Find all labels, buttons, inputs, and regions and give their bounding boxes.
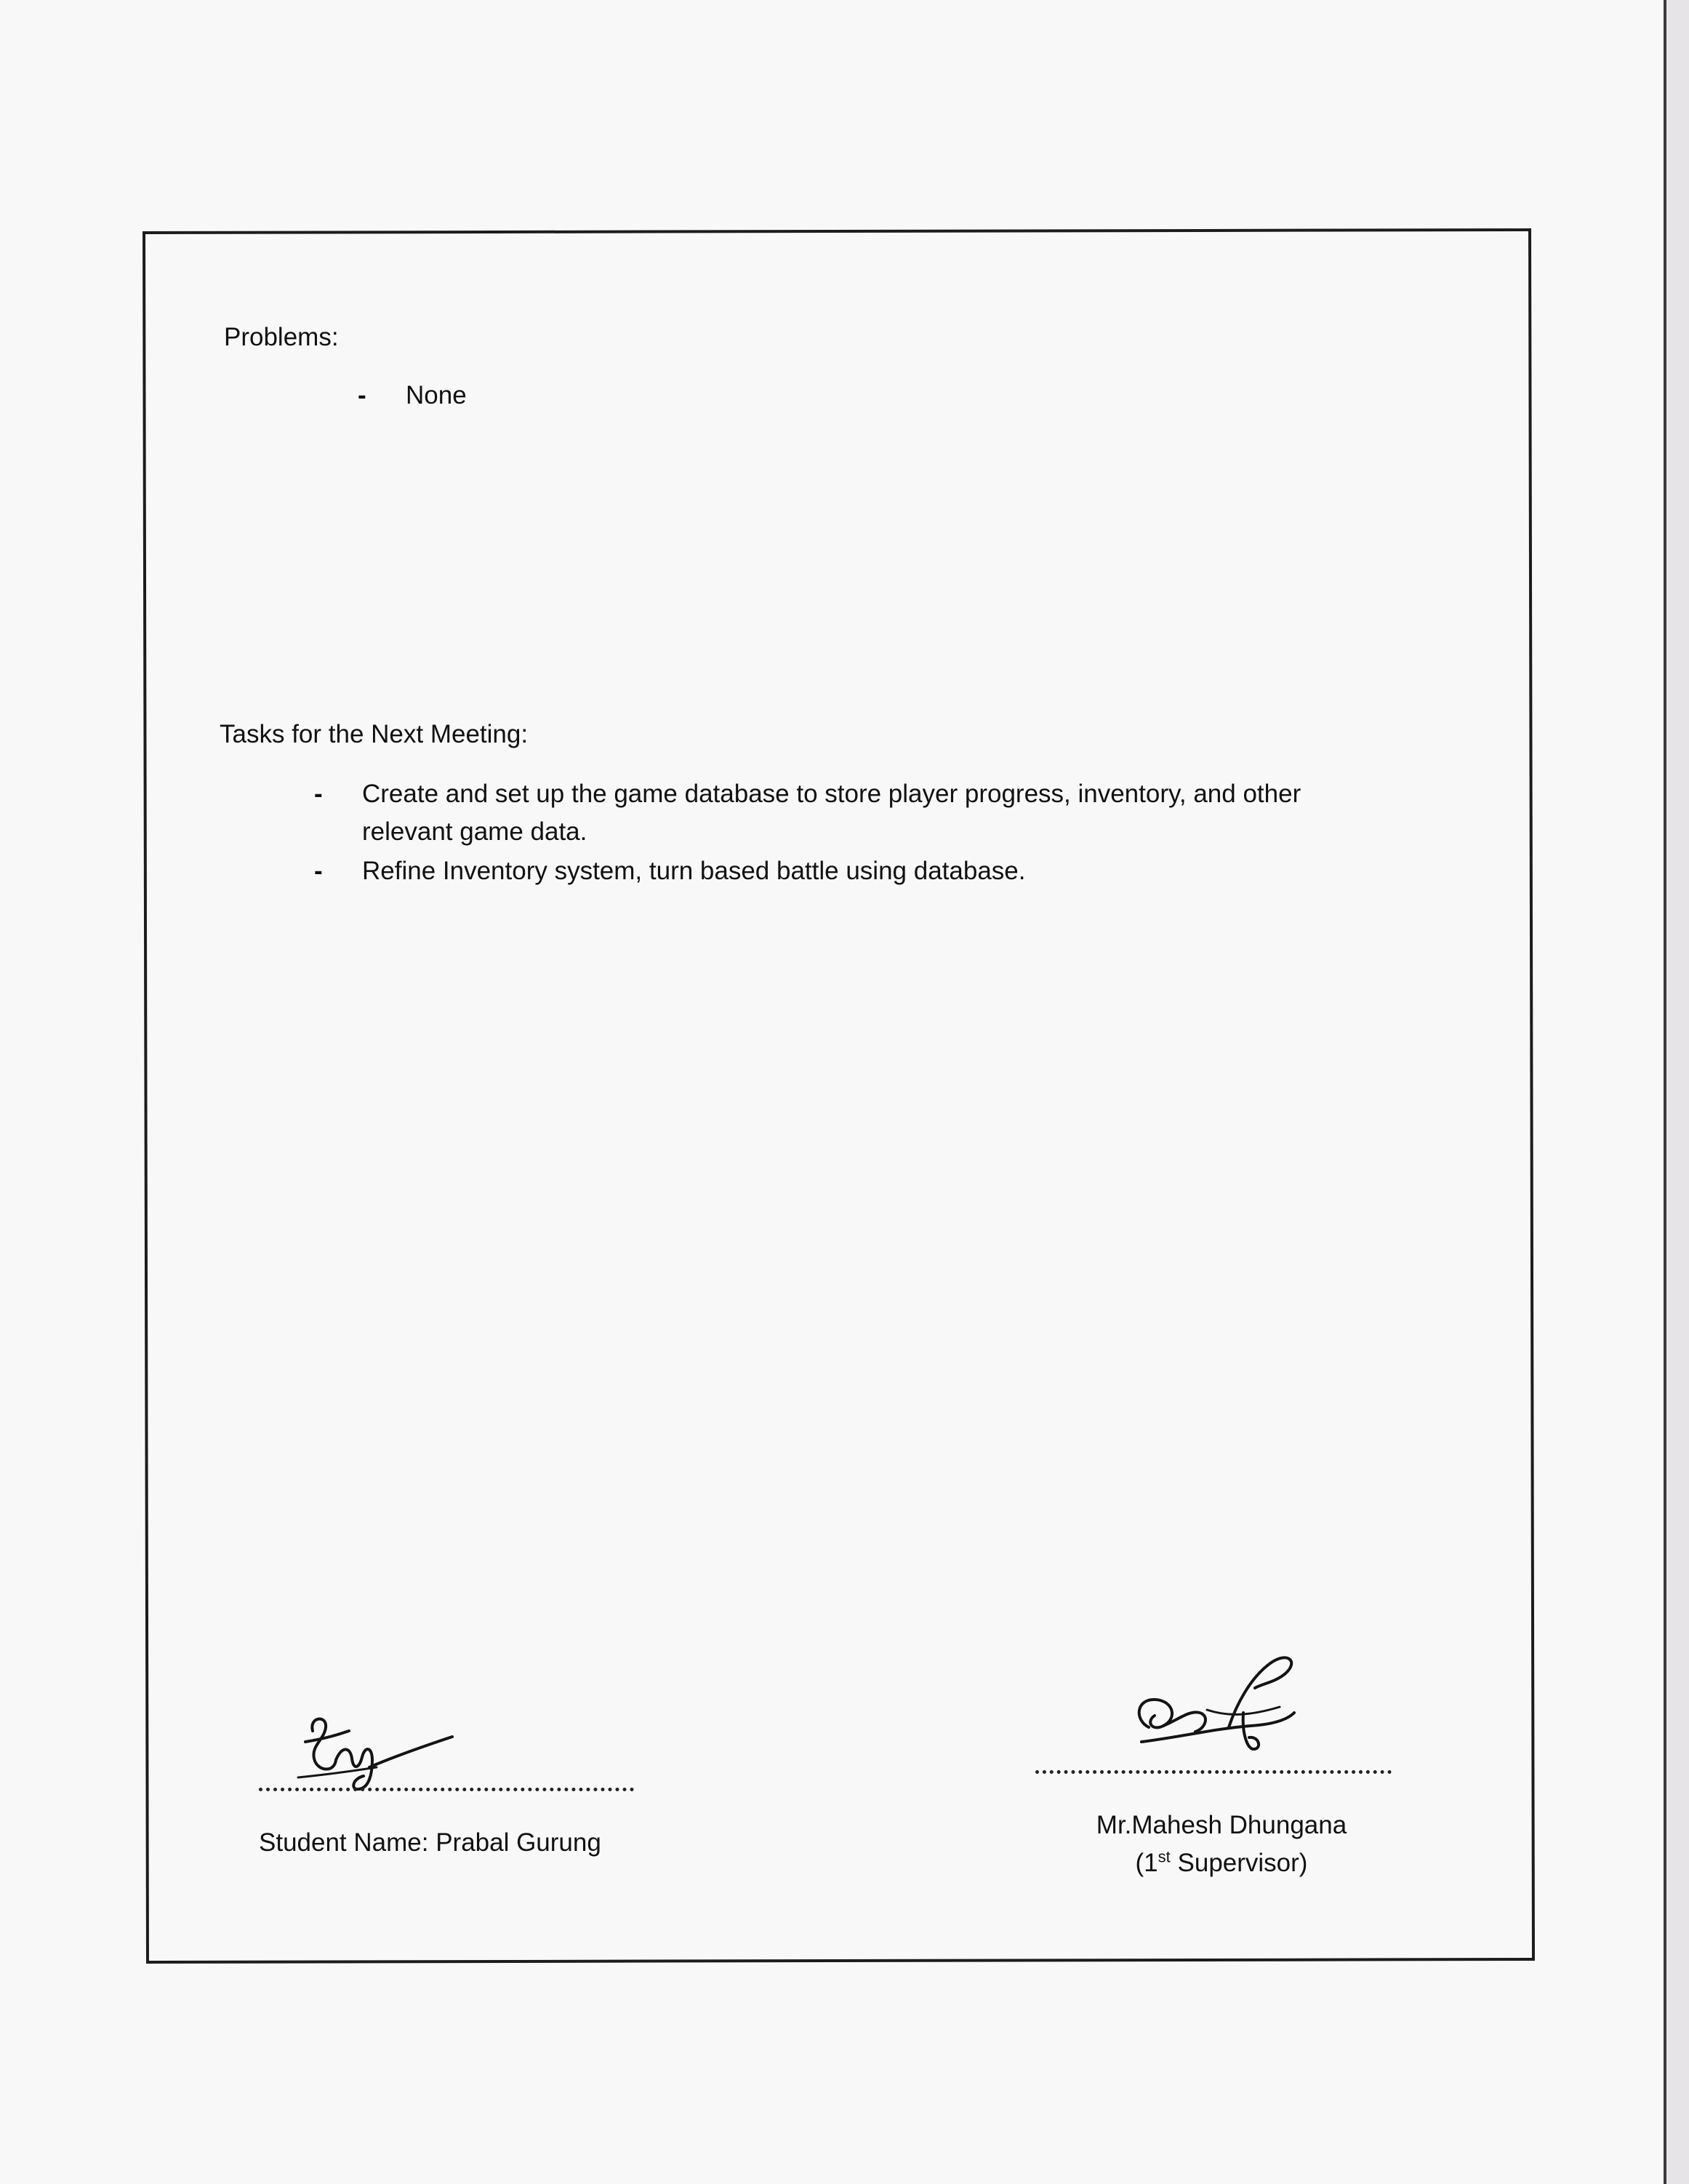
bullet-marker: - — [314, 857, 323, 885]
paper-edge — [1664, 0, 1666, 2184]
problems-item — [358, 377, 794, 415]
student-name-label: Student Name: Prabal Gurung — [259, 1828, 601, 1857]
problems-heading: Problems: — [224, 323, 339, 351]
tasks-item — [314, 852, 1390, 890]
tasks-item — [314, 775, 1390, 851]
adjacent-page-strip — [1666, 0, 1689, 2184]
supervisor-role — [1069, 1846, 1374, 1881]
student-signature-line — [259, 1788, 634, 1791]
tasks-heading: Tasks for the Next Meeting: — [220, 720, 529, 748]
bullet-marker: - — [314, 780, 323, 808]
bullet-marker: - — [358, 381, 366, 409]
supervisor-role-ordinal: st — [1158, 1847, 1171, 1866]
supervisor-signature — [1120, 1640, 1338, 1785]
supervisor-role-suffix: Supervisor) — [1170, 1849, 1308, 1877]
tasks-item-text: Refine Inventory system, turn based battle using database. — [362, 857, 1026, 885]
problems-item-text: None — [406, 381, 467, 409]
supervisor-role-prefix: (1 — [1135, 1849, 1158, 1877]
supervisor-name: Mr.Mahesh Dhungana — [1096, 1811, 1347, 1839]
tasks-item-text: Create and set up the game database to store player progress, inventory, and other relevant game data. — [362, 780, 1301, 846]
supervisor-signature-line — [1035, 1770, 1392, 1774]
student-signature — [284, 1702, 473, 1796]
